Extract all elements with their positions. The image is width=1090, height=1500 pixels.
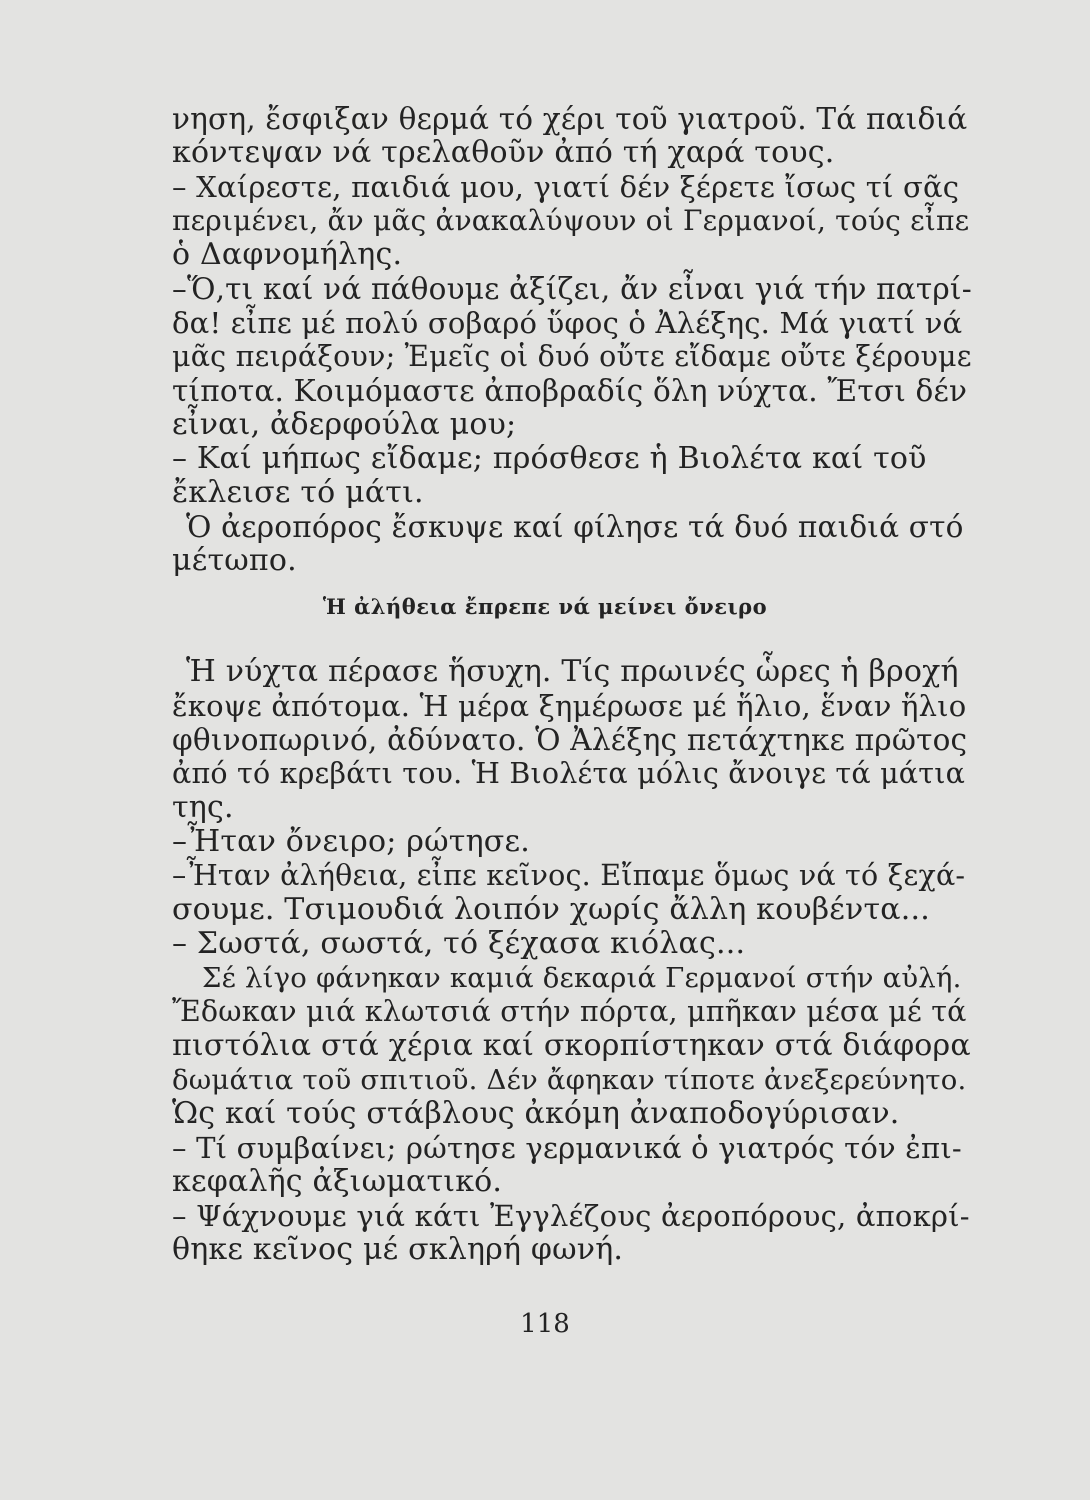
text-line: φθινοπωρινό, ἀδύνατο. Ὁ Ἀλέξης πετάχτηκε πρῶτος	[172, 723, 968, 757]
text-line: – Σωστά, σωστά, τό ξέχασα κιόλας...	[172, 926, 746, 961]
text-line: τίποτα. Κοιμόμαστε ἀποβραδίς ὅλη νύχτα. Ἔτσι δέν	[172, 374, 968, 408]
text-line: δα! εἶπε μέ πολύ σοβαρό ὕφος ὁ Ἀλέξης. Μά γιατί νά	[172, 306, 963, 340]
text-line: –Ἦταν ὄνειρο; ρώτησε.	[172, 824, 530, 859]
text-line: ἔκλεισε τό μάτι.	[172, 475, 424, 510]
text-block-2	[172, 655, 972, 1267]
text-line: δωμάτια τοῦ σπιτιοῦ. Δέν ἄφηκαν τίποτε ἀνεξερεύνητο.	[172, 1064, 967, 1096]
text-line: νηση, ἔσφιξαν θερμά τό χέρι τοῦ γιατροῦ. Τά παιδιά	[172, 102, 968, 136]
text-line: κεφαλῆς ἀξιωματικό.	[172, 1164, 503, 1199]
page-number: 118	[520, 1309, 570, 1339]
text-line: της.	[172, 790, 234, 825]
text-line: θηκε κεῖνος μέ σκληρή φωνή.	[172, 1232, 624, 1267]
text-line: – Καί μήπως εἴδαμε; πρόσθεσε ἡ Βιολέτα καί τοῦ	[172, 441, 927, 476]
text-line: ἀπό τό κρεβάτι του. Ἡ Βιολέτα μόλις ἄνοιγε τά μάτια	[172, 757, 966, 790]
text-line: – Ψάχνουμε γιά κάτι Ἐγγλέζους ἀεροπόρους, ἀποκρί-	[172, 1199, 970, 1233]
text-line: Ὁ ἀεροπόρος ἔσκυψε καί φίλησε τά δυό παιδιά στό	[186, 510, 964, 544]
text-block-1	[172, 102, 972, 578]
text-line: σουμε. Τσιμουδιά λοιπόν χωρίς ἄλλη κουβέντα...	[172, 892, 930, 927]
text-line: περιμένει, ἄν μᾶς ἀνακαλύψουν οἱ Γερμανοί, τούς εἶπε	[172, 204, 970, 237]
text-line: μέτωπο.	[172, 543, 297, 578]
text-line: κόντεψαν νά τρελαθοῦν ἀπό τή χαρά τους.	[172, 135, 835, 170]
section-heading: Ἡ ἀλήθεια ἔπρεπε νά μείνει ὄνειρο	[322, 594, 768, 619]
text-line: ἔκοψε ἀπότομα. Ἡ μέρα ξημέρωσε μέ ἥλιο, ἕναν ἥλιο	[172, 689, 967, 723]
text-line: –Ἦταν ἀλήθεια, εἶπε κεῖνος. Εἴπαμε ὅμως νά τό ξεχά-	[172, 859, 966, 892]
text-line: – Τί συμβαίνει; ρώτησε γερμανικά ὁ γιατρός τόν ἐπι-	[172, 1131, 962, 1165]
text-line: – Χαίρεστε, παιδιά μου, γιατί δέν ξέρετε ἴσως τί σᾶς	[172, 170, 960, 204]
text-line: Σέ λίγο φάνηκαν καμιά δεκαριά Γερμανοί στήν αὐλή.	[202, 962, 962, 994]
text-line: Ἔδωκαν μιά κλωτσιά στήν πόρτα, μπῆκαν μέσα μέ τά	[172, 995, 967, 1028]
text-line: πιστόλια στά χέρια καί σκορπίστηκαν στά διάφορα	[172, 1028, 971, 1063]
text-line: εἶναι, ἀδερφούλα μου;	[172, 407, 517, 442]
text-line: ὁ Δαφνομήλης.	[172, 237, 403, 272]
text-line: –Ὅ,τι καί νά πάθουμε ἀξίζει, ἄν εἶναι γιά τήν πατρί-	[172, 272, 972, 306]
text-line: Ὡς καί τούς στάβλους ἀκόμη ἀναποδογύρισαν.	[172, 1096, 900, 1131]
text-line: μᾶς πειράξουν; Ἐμεῖς οἱ δυό οὔτε εἴδαμε οὔτε ξέρουμε	[172, 340, 972, 373]
text-line: Ἡ νύχτα πέρασε ἥσυχη. Τίς πρωινές ὧρες ἡ βροχή	[186, 654, 959, 689]
